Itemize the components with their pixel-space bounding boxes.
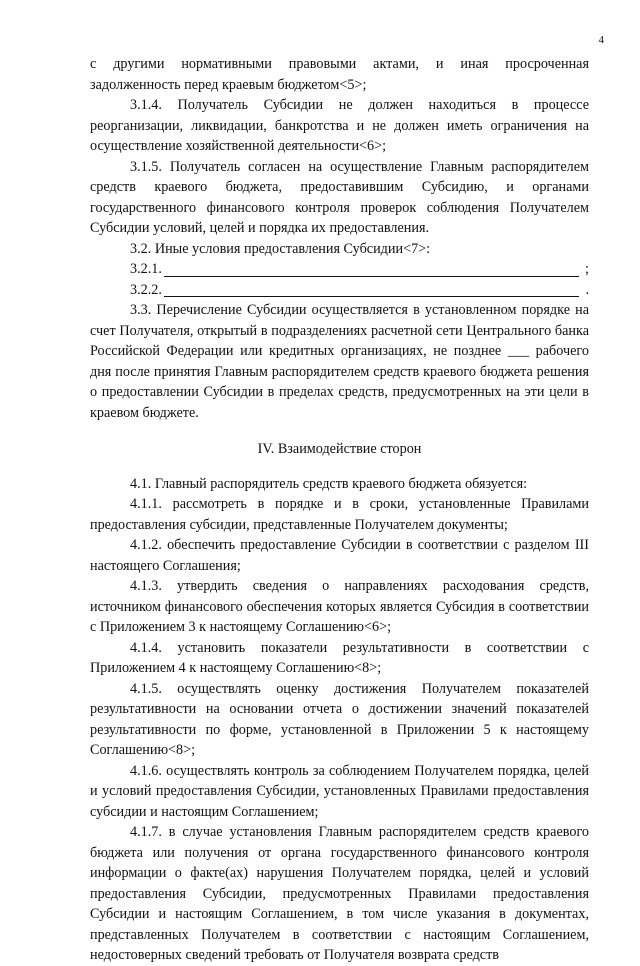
paragraph-4-1-7: 4.1.7. в случае установления Главным распорядителем средств краевого бюджета или получения от органа государственного финансового контроля информации о факте(ах) нарушения Получателем порядка, целей и условий предоставления Субсидии, предусмотренных Правилами предоставления Субсидии и настоящим Соглашением, в том числе указания в документах, представленных Получателем в соответствии с настоящим Соглашением, недостоверных сведений требовать от Получателя возврата средств (90, 824, 589, 963)
page-number: 4 (598, 34, 604, 46)
paragraph-4-1-6: 4.1.6. осуществлять контроль за соблюдением Получателем порядка, целей и условий предоставления Субсидии, установленных Правилами предоставления субсидии и настоящим Соглашением; (90, 762, 589, 820)
section-heading: IV. Взаимодействие сторон (257, 441, 422, 457)
paragraph-3-3: 3.3. Перечисление Субсидии осуществляется в установленном порядке на счет Получателя, открытый в подразделениях расчетной сети Центрального банка Российской Федерации или кредитных организациях, не позднее ___ рабочего дня после принятия Главным распорядителем средств краевого бюджета решения о предоставлении Субсидии в пределах средств, предусмотренных на эти цели в краевом бюджете. (90, 302, 589, 421)
blank-line-3-2-1 (90, 259, 589, 280)
paragraph-continuation: с другими нормативными правовыми актами, и иная просроченная задолженность перед краевым бюджетом<5>; (90, 56, 589, 93)
paragraph-3-1-4: 3.1.4. Получатель Субсидии не должен находиться в процессе реорганизации, ликвидации, банкротства и не должен иметь ограничения на осуществление хозяйственной деятельности<6>; (90, 97, 589, 154)
blank-line-end: . (585, 281, 589, 298)
paragraph-4-1-1: 4.1.1. рассмотреть в порядке и в сроки, установленные Правилами предоставления субсидии, представленные Получателем документы; (90, 496, 589, 533)
blank-line-end: ; (585, 261, 589, 277)
blank-line-3-2-2 (90, 280, 589, 301)
document-body (90, 54, 589, 966)
blank-line-number: 3.2.2. (130, 281, 162, 298)
fill-in-rule (164, 296, 579, 297)
paragraph-4-1-2: 4.1.2. обеспечить предоставление Субсидии в соответствии с разделом III настоящего Соглашения; (90, 537, 589, 574)
paragraph-4-1-4: 4.1.4. установить показатели результативности в соответствии с Приложением 4 к настоящему Соглашению<8>; (90, 639, 589, 676)
paragraph-3-1-5: 3.1.5. Получатель согласен на осуществление Главным распорядителем средств краевого бюджета, предоставившим Субсидию, и органами государственного финансового контроля проверок соблюдения Получателем Субсидии условий, целей и порядка их предоставления. (90, 158, 589, 236)
paragraph-3-2: 3.2. Иные условия предоставления Субсидии<7>: (130, 240, 431, 257)
paragraph-4-1: 4.1. Главный распорядитель средств краевого бюджета обязуется: (130, 475, 528, 492)
fill-in-rule (164, 276, 579, 277)
paragraph-4-1-5: 4.1.5. осуществлять оценку достижения Получателем показателей результативности на основании отчета о достижении значений показателей результативности по форме, установленной в Приложении 5 к настоящему Соглашению<8>; (90, 680, 589, 758)
blank-line-number: 3.2.1. (130, 261, 162, 277)
paragraph-4-1-3: 4.1.3. утвердить сведения о направлениях расходования средств, источником финансового обеспечения которых является Субсидия в соответствии с Приложением 3 к настоящему Соглашению<6>; (90, 578, 589, 635)
